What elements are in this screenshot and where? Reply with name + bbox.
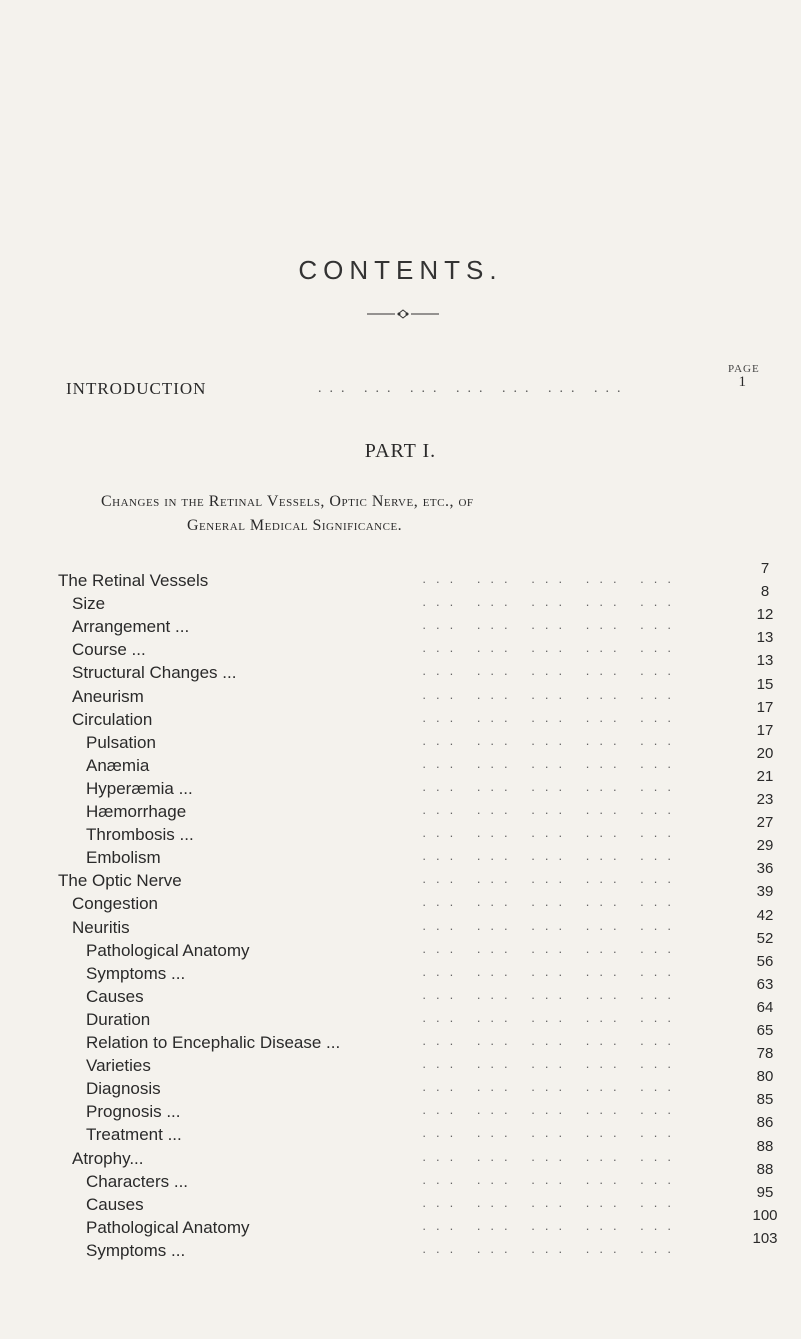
toc-entry-page: 86 [756, 1114, 774, 1132]
leader-dots: ... ... ... ... ... [422, 1079, 681, 1095]
part-subtitle-line1: Changes in the Retinal Vessels, Optic Nerve, etc., of [101, 493, 474, 510]
toc-entry[interactable] [72, 617, 741, 639]
leader-dots: ... ... ... ... ... ... ... [318, 381, 629, 396]
toc-entry-label: Symptoms ... [86, 963, 186, 983]
toc-entry[interactable] [86, 802, 741, 824]
toc-entry-label: The Retinal Vessels [58, 571, 209, 590]
toc-entry-label: Treatment ... [86, 1125, 182, 1145]
toc-entry-label: Arrangement ... [72, 617, 190, 637]
toc-entry[interactable] [72, 640, 741, 662]
toc-entry-page: 78 [756, 1045, 774, 1063]
introduction-entry[interactable] [66, 374, 746, 399]
toc-entry-label: Hyperæmia ... [86, 778, 193, 798]
toc-entry-page: 64 [756, 998, 774, 1016]
toc-entry[interactable] [58, 871, 741, 893]
toc-entry[interactable] [86, 1010, 741, 1032]
toc-entry[interactable] [86, 987, 741, 1009]
toc-entry-page: 21 [756, 767, 774, 785]
leader-dots: ... ... ... ... ... [422, 894, 681, 910]
toc-entry[interactable] [86, 779, 741, 801]
toc-entry[interactable] [72, 918, 741, 940]
page-title: CONTENTS. [298, 255, 503, 285]
toc-entry-page: 13 [756, 629, 774, 647]
leader-dots: ... ... ... ... ... [422, 1171, 681, 1187]
leader-dots: ... ... ... ... ... [422, 709, 681, 725]
toc-entry-label: Duration [86, 1009, 151, 1029]
toc-entry-page: 65 [756, 1022, 774, 1039]
toc-entry[interactable] [72, 1149, 741, 1171]
toc-entry[interactable] [86, 1172, 741, 1194]
toc-entry-page: 95 [756, 1183, 774, 1201]
toc-entry-page: 27 [756, 814, 774, 832]
toc-entry-page: 29 [756, 837, 774, 855]
leader-dots: ... ... ... ... ... [422, 825, 681, 841]
toc-entry-label: Varieties [86, 1056, 151, 1076]
toc-entry[interactable] [86, 1218, 741, 1240]
toc-entry-label: Pulsation [86, 732, 156, 752]
part-title: PART I. [364, 440, 437, 462]
toc-entry[interactable] [86, 1079, 741, 1101]
leader-dots: ... ... ... ... ... [422, 917, 681, 933]
toc-entry-label: Structural Changes ... [72, 663, 237, 683]
toc-entry-page: 56 [756, 952, 774, 970]
toc-entry-page: 7 [760, 560, 770, 577]
leader-dots: ... ... ... ... ... [422, 871, 681, 887]
toc-entry[interactable] [86, 941, 741, 963]
leader-dots: ... ... ... ... ... [422, 640, 681, 656]
toc-entry-label: Neuritis [72, 917, 130, 937]
toc-entry-page: 88 [756, 1137, 774, 1155]
toc-entry-label: Embolism [86, 848, 161, 868]
toc-entry-label: Symptoms ... [86, 1240, 186, 1260]
leader-dots: ... ... ... ... ... [422, 617, 681, 633]
page-column-header: PAGE [728, 363, 760, 375]
leader-dots: ... ... ... ... ... [422, 778, 681, 794]
toc-entry-label: The Optic Nerve [58, 871, 182, 891]
toc-entry-page: 13 [756, 652, 774, 670]
leader-dots: ... ... ... ... ... [422, 1009, 681, 1025]
toc-entry-label: Diagnosis [86, 1079, 161, 1099]
leader-dots: ... ... ... ... ... [422, 1194, 681, 1210]
leader-dots: ... ... ... ... ... [422, 986, 681, 1002]
toc-entry-page: 100 [752, 1206, 778, 1224]
leader-dots: ... ... ... ... ... [422, 1148, 681, 1164]
toc-entry[interactable] [86, 1102, 741, 1124]
toc-entry-label: Aneurism [72, 686, 144, 706]
toc-entry-page: 8 [760, 583, 770, 601]
toc-entry-page: 15 [756, 675, 774, 693]
leader-dots: ... ... ... ... ... [422, 1102, 681, 1118]
toc-entry-label: Congestion [72, 894, 159, 914]
toc-entry-label: Causes [86, 1194, 144, 1214]
toc-entry-page: 39 [756, 883, 774, 901]
toc-entry[interactable] [72, 687, 741, 709]
toc-entry-page: 20 [756, 744, 774, 762]
toc-entry[interactable] [72, 594, 741, 616]
toc-entry-label: Relation to Encephalic Disease ... [86, 1033, 341, 1052]
toc-entry[interactable] [86, 848, 741, 870]
toc-entry-page: 52 [756, 929, 774, 947]
toc-entry-page: 17 [756, 698, 774, 716]
toc-entry-label: Prognosis ... [86, 1102, 181, 1122]
leader-dots: ... ... ... ... ... [422, 1217, 681, 1233]
toc-entry-label: Size [72, 594, 106, 614]
toc-entry-label: Circulation [72, 709, 153, 729]
toc-entry-page: 36 [756, 860, 774, 878]
toc-entry-page: 17 [756, 721, 774, 739]
toc-entry[interactable] [72, 710, 741, 732]
toc-entry[interactable] [86, 1056, 741, 1078]
toc-entry[interactable] [58, 571, 741, 593]
leader-dots: ... ... ... ... ... [422, 732, 681, 748]
toc-entry[interactable] [86, 756, 741, 778]
ornament-divider [367, 309, 439, 319]
toc-entry[interactable] [86, 1125, 741, 1147]
toc-entry[interactable] [86, 1241, 741, 1263]
leader-dots: ... ... ... ... ... [422, 594, 681, 610]
toc-entry-page: 23 [756, 791, 774, 808]
leader-dots: ... ... ... ... ... [422, 755, 681, 771]
toc-entry[interactable] [86, 825, 741, 847]
toc-entry-page: 63 [756, 975, 774, 993]
leader-dots: ... ... ... ... ... [422, 1033, 681, 1048]
toc-entry-label: Hæmorrhage [86, 802, 187, 821]
toc-entry-label: Course ... [72, 640, 146, 660]
leader-dots: ... ... ... ... ... [422, 571, 681, 586]
toc-entry-label: Pathological Anatomy [86, 940, 250, 960]
toc-entry-page: 42 [756, 906, 774, 924]
toc-entry-label: Anæmia [86, 755, 150, 775]
toc-entry-page: 12 [756, 606, 774, 624]
toc-entry-label: Thrombosis ... [86, 825, 194, 845]
toc-entry[interactable] [72, 894, 741, 916]
toc-entry[interactable] [72, 663, 741, 685]
leader-dots: ... ... ... ... ... [422, 848, 681, 864]
toc-entry[interactable] [86, 964, 741, 986]
toc-entry[interactable] [86, 733, 741, 755]
leader-dots: ... ... ... ... ... [422, 963, 681, 979]
toc-entry-label: Causes [86, 986, 144, 1006]
toc-entry[interactable] [86, 1033, 741, 1055]
toc-entry-page: 103 [752, 1229, 778, 1247]
leader-dots: ... ... ... ... ... [422, 1056, 681, 1072]
part-subtitle-line2: General Medical Significance. [187, 517, 403, 534]
introduction-page: 1 [738, 374, 746, 390]
leader-dots: ... ... ... ... ... [422, 940, 681, 956]
toc-entry-label: Atrophy... [72, 1148, 144, 1168]
leader-dots: ... ... ... ... ... [422, 1240, 681, 1256]
leader-dots: ... ... ... ... ... [422, 802, 681, 817]
toc-entry-page: 88 [756, 1160, 774, 1178]
leader-dots: ... ... ... ... ... [422, 1125, 681, 1141]
toc-entry-label: Characters ... [86, 1171, 189, 1191]
leader-dots: ... ... ... ... ... [422, 686, 681, 702]
toc-entry-label: Pathological Anatomy [86, 1217, 250, 1237]
toc-entry[interactable] [86, 1195, 741, 1217]
toc-entry-page: 85 [756, 1091, 774, 1109]
introduction-label: INTRODUCTION [66, 379, 207, 398]
toc-entry-page: 80 [756, 1068, 774, 1086]
leader-dots: ... ... ... ... ... [422, 663, 681, 679]
